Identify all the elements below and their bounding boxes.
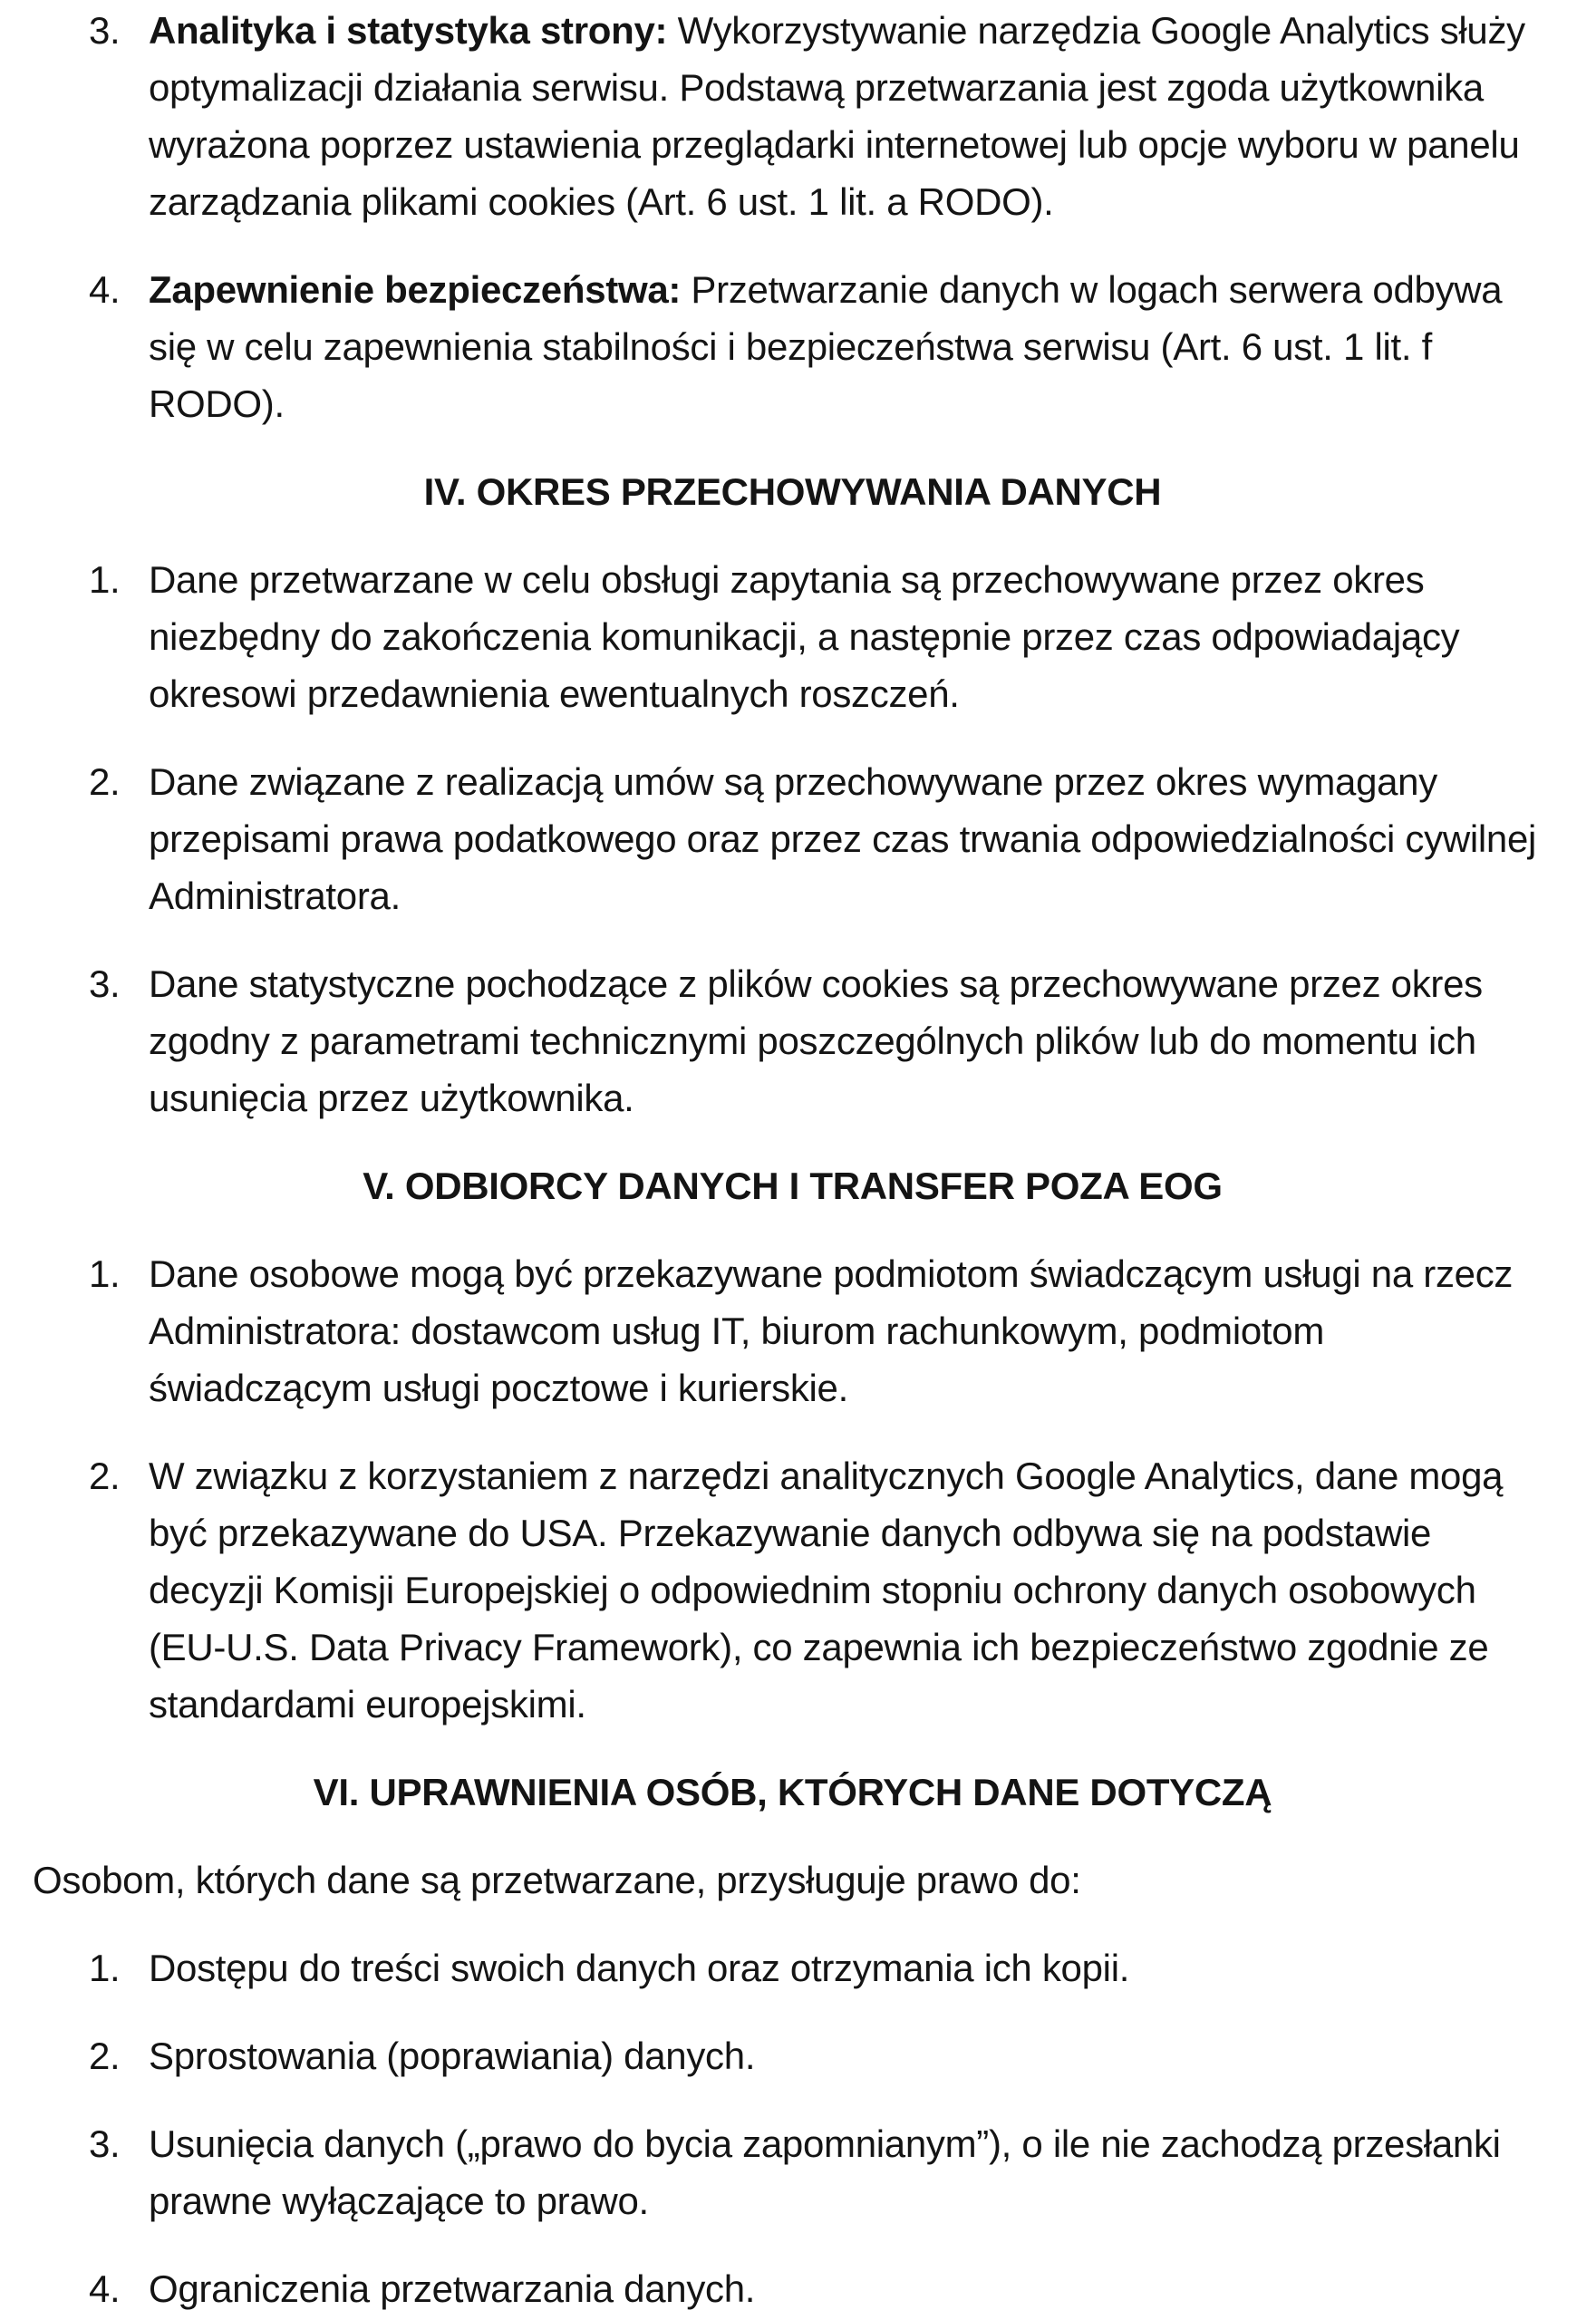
list-item-text: Dane przetwarzane w celu obsługi zapytania są przechowywane przez okres niezbędny do zakończenia komunikacji, a następnie przez czas odpowiadający okresowi przedawnienia ewentualnych roszczeń. [149, 558, 1460, 715]
section-heading-v: V. ODBIORCY DANYCH I TRANSFER POZA EOG [363, 1165, 1223, 1207]
list-item-text: Sprostowania (poprawiania) danych. [149, 2035, 756, 2077]
list-item-text [149, 261, 1552, 432]
list-item-number: 2. [89, 2035, 121, 2077]
list-item-body: Wykorzystywanie narzędzia Google Analytics służy optymalizacji działania serwisu. Podstawą przetwarzania jest zgoda użytkownika wyrażona poprzez ustawienia przeglądarki internetowej lub opcje wyboru w panelu zarządzania plikami cookies (Art. 6 ust. 1 lit. a RODO). [149, 9, 1525, 223]
list-item-bold-lead: Analityka i statystyka strony: [149, 9, 668, 52]
list-item-number: 3. [89, 9, 121, 52]
list-item [33, 2260, 1552, 2317]
list-item [33, 261, 1552, 432]
list-item-number: 4. [89, 268, 121, 311]
list-item-text: Ograniczenia przetwarzania danych. [149, 2267, 756, 2310]
list-item-text: Usunięcia danych („prawo do bycia zapomnianym”), o ile nie zachodzą przesłanki prawne wyłączające to prawo. [149, 2122, 1501, 2222]
list-item-number: 2. [89, 760, 121, 803]
list-item [33, 1245, 1552, 1416]
list-item-text: Dane statystyczne pochodzące z plików cookies są przechowywane przez okres zgodny z parametrami technicznymi poszczególnych plików lub do momentu ich usunięcia przez użytkownika. [149, 962, 1483, 1119]
list-item [33, 955, 1552, 1126]
list-item-text: Dostępu do treści swoich danych oraz otrzymania ich kopii. [149, 1947, 1130, 1989]
list-item-number: 4. [89, 2267, 121, 2310]
list-item-text: Dane osobowe mogą być przekazywane podmiotom świadczącym usługi na rzecz Administratora: dostawcom usług IT, biurom rachunkowym, podmiotom świadczącym usługi pocztowe i kurierskie. [149, 1252, 1514, 1409]
list-item [33, 551, 1552, 722]
list-item [33, 2, 1552, 230]
list-item-number: 2. [89, 1455, 121, 1497]
list-item-bold-lead: Zapewnienie bezpieczeństwa: [149, 268, 682, 311]
list-item-text [149, 2, 1552, 230]
list-item-number: 1. [89, 1252, 121, 1295]
list-item [33, 1447, 1552, 1733]
section-heading-iv: IV. OKRES PRZECHOWYWANIA DANYCH [423, 470, 1162, 513]
list-item [33, 1939, 1552, 1996]
list-item [33, 2027, 1552, 2084]
list-item-number: 1. [89, 1947, 121, 1989]
list-item-body: Przetwarzanie danych w logach serwera odbywa się w celu zapewnienia stabilności i bezpieczeństwa serwisu (Art. 6 ust. 1 lit. f RODO). [149, 268, 1503, 425]
section-heading-vi: VI. UPRAWNIENIA OSÓB, KTÓRYCH DANE DOTYCZĄ [313, 1771, 1272, 1813]
list-item-text: W związku z korzystaniem z narzędzi analitycznych Google Analytics, dane mogą być przekazywane do USA. Przekazywanie danych odbywa się na podstawie decyzji Komisji Europejskiej o odpowiednim stopniu ochrony danych osobowych (EU-U.S. Data Privacy Framework), co zapewnia ich bezpieczeństwo zgodnie ze standardami europejskimi. [149, 1455, 1504, 1726]
list-item [33, 2115, 1552, 2229]
list-item [33, 753, 1552, 924]
list-item-number: 3. [89, 2122, 121, 2165]
list-item-number: 3. [89, 962, 121, 1005]
list-item-number: 1. [89, 558, 121, 601]
section-vi-intro-paragraph: Osobom, których dane są przetwarzane, przysługuje prawo do: [33, 1859, 1081, 1901]
list-item-text: Dane związane z realizacją umów są przechowywane przez okres wymagany przepisami prawa podatkowego oraz przez czas trwania odpowiedzialności cywilnej Administratora. [149, 760, 1537, 917]
